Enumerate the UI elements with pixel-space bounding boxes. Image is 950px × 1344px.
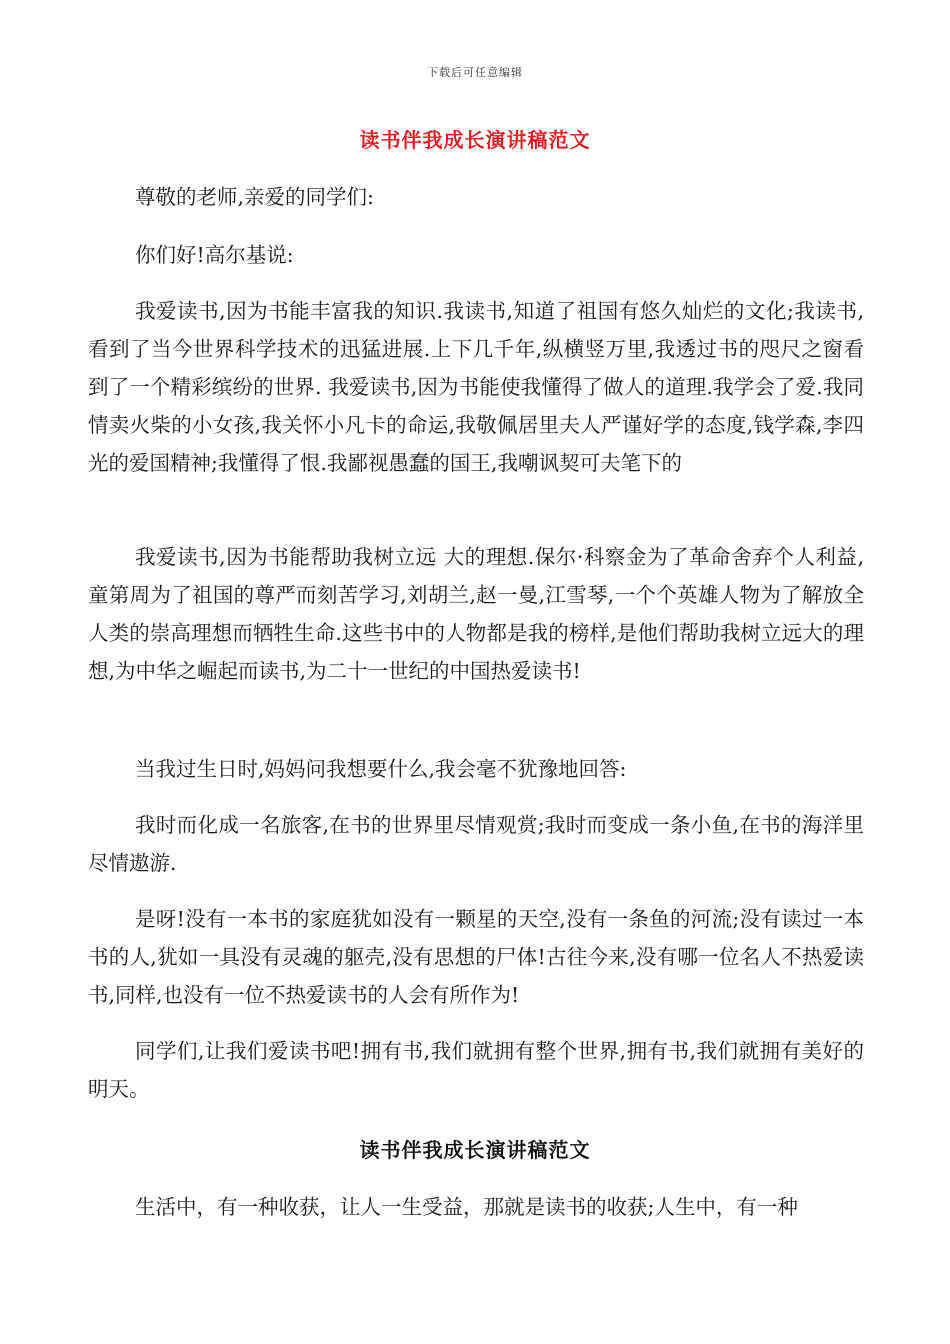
second-document-title: 读书伴我成长演讲稿范文 (359, 1138, 591, 1162)
paragraph-no-book: 是呀!没有一本书的家庭犹如没有一颗星的天空,没有一条鱼的河流;没有读过一本书的人,犹如一具没有灵魂的躯壳,没有思想的尸体!古往今来,没有哪一位名人不热爱读书,同样,也没有一位不热爱读书的人会有所作为! (88, 907, 864, 1007)
paragraph-birthday: 当我过生日时,妈妈问我想要什么,我会毫不犹豫地回答: (135, 757, 627, 781)
paragraph-classmates: 同学们,让我们爱读书吧!拥有书,我们就拥有整个世界,拥有书,我们就拥有美好的明天。 (88, 1039, 864, 1101)
paragraph-love-reading-2: 我爱读书,因为书能帮助我树立远 大的理想.保尔·科察金为了革命舍弃个人利益,童第周为了祖国的尊严而刻苦学习,刘胡兰,赵一曼,江雪琴,一个个英雄人物为了解放全人类的崇高理想而牺牲生命.这些书中的人物都是我的榜样,是他们帮助我树立远大的理想,为中华之崛起而读书,为二十一世纪的中国热爱读书! (88, 545, 864, 683)
paragraph-intro: 你们好!高尔基说: (135, 243, 294, 267)
paragraph-greeting: 尊敬的老师,亲爱的同学们: (135, 185, 374, 209)
paragraph-life-harvest: 生活中，有一种收获，让人一生受益，那就是读书的收获;人生中，有一种 (135, 1195, 798, 1219)
header-note: 下载后可任意编辑 (427, 66, 523, 79)
paragraph-traveler: 我时而化成一名旅客,在书的世界里尽情观赏;我时而变成一条小鱼,在书的海洋里尽情遨游. (88, 813, 864, 875)
document-title: 读书伴我成长演讲稿范文 (359, 128, 591, 152)
paragraph-love-reading-1: 我爱读书,因为书能丰富我的知识.我读书,知道了祖国有悠久灿烂的文化;我读书,看到了当今世界科学技术的迅猛进展.上下几千年,纵横竖万里,我透过书的咫尺之窗看到了一个精彩缤纷的世界. 我爱读书,因为书能使我懂得了做人的道理.我学会了爱.我同情卖火柴的小女孩,我关怀小凡卡的命运,我敬佩居里夫人严谨好学的态度,钱学森,李四光的爱国精神;我懂得了恨.我鄙视愚蠢的国王,我嘲讽契可夫笔下的 (88, 299, 864, 475)
